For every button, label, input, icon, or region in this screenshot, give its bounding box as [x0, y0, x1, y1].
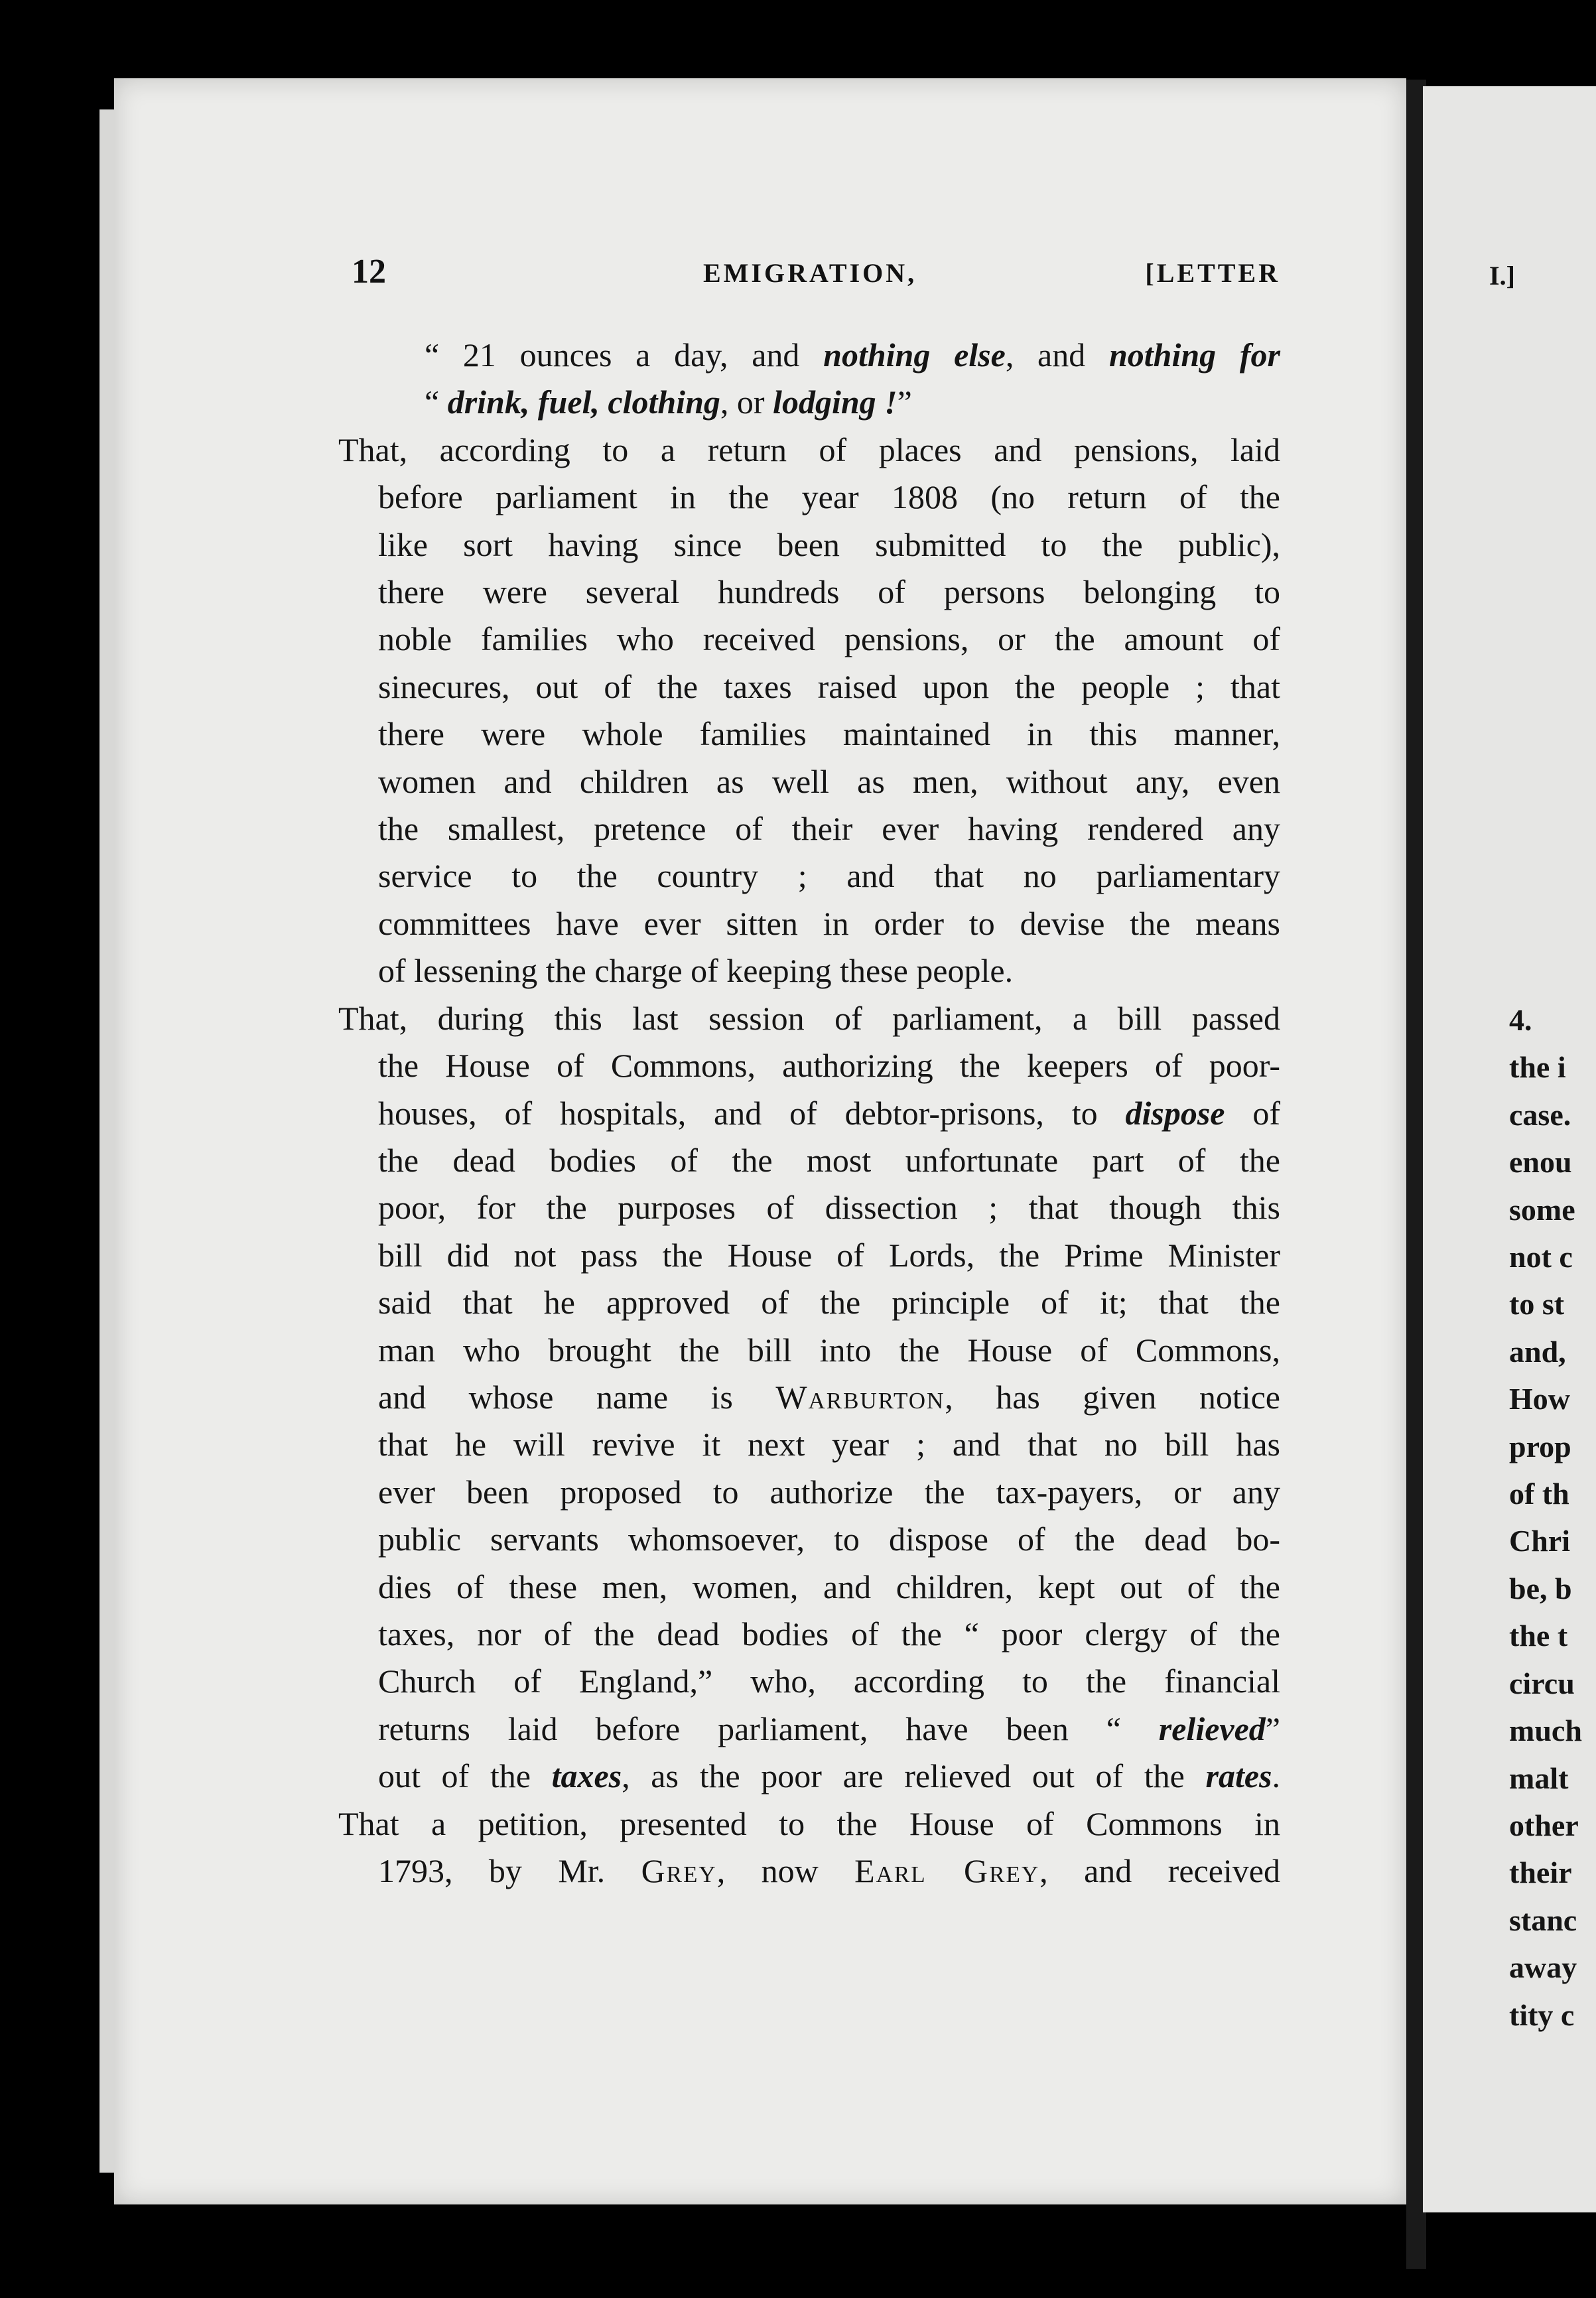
text-line: noble families who received pensions, or the amount of — [378, 620, 1280, 658]
text-line: said that he approved of the principle of it; that the — [378, 1284, 1280, 1321]
fragment-line: enou — [1509, 1145, 1572, 1180]
fragment-line: and, — [1509, 1334, 1566, 1369]
fragment-line: Chri — [1509, 1524, 1570, 1558]
body-text — [338, 332, 1280, 1895]
fragment-line: tity c — [1509, 1997, 1575, 2032]
text-line: public servants whomsoever, to dispose of the dead bo- — [378, 1521, 1280, 1558]
text-line: committees have ever sitten in order to devise the means — [378, 904, 1280, 942]
running-head-right: [LETTER — [1145, 258, 1280, 288]
text-line: and whose name is Warburton, has given notice — [378, 1378, 1280, 1416]
text-line: there were several hundreds of persons belonging to — [378, 573, 1280, 611]
fragment-line: away — [1509, 1950, 1577, 1985]
text-line: ever been proposed to authorize the tax-payers, or any — [378, 1473, 1280, 1511]
text-line: “ 21 ounces a day, and nothing else, and nothing for — [425, 336, 1280, 373]
fragment-line: some — [1509, 1192, 1575, 1227]
text-line: Church of England,” who, according to the financial — [378, 1662, 1280, 1700]
page-number: 12 — [352, 253, 386, 291]
fragment-line: other — [1509, 1808, 1579, 1842]
text-line: the smallest, pretence of their ever having rendered any — [378, 810, 1280, 848]
text-line: That, according to a return of places and pensions, laid — [338, 431, 1280, 468]
text-line: like sort having since been submitted to the public), — [378, 525, 1280, 563]
fragment-line: 4. — [1509, 1003, 1532, 1037]
text-line: returns laid before parliament, have been “ relieved” — [378, 1710, 1280, 1747]
text-line: before parliament in the year 1808 (no return of the — [378, 478, 1280, 516]
page-header — [352, 252, 1280, 299]
text-line: the House of Commons, authorizing the keepers of poor- — [378, 1047, 1280, 1085]
fragment-line: not c — [1509, 1240, 1573, 1274]
fragment-line: of th — [1509, 1477, 1569, 1511]
text-line: 1793, by Mr. Grey, now Earl Grey, and received — [378, 1852, 1280, 1889]
text-line: of lessening the charge of keeping these people. — [378, 952, 1014, 990]
text-line: women and children as well as men, without any, even — [378, 762, 1280, 800]
text-line: That, during this last session of parliament, a bill passed — [338, 999, 1280, 1037]
text-line: That a petition, presented to the House of Commons in — [338, 1804, 1280, 1842]
fragment-line: much — [1509, 1714, 1582, 1748]
text-line: poor, for the purposes of dissection ; that though this — [378, 1189, 1280, 1227]
fragment-line: circu — [1509, 1666, 1575, 1700]
fragment-line: How — [1509, 1382, 1570, 1416]
fragment-line: prop — [1509, 1429, 1571, 1463]
text-line: that he will revive it next year ; and that no bill has — [378, 1426, 1280, 1463]
text-line: the dead bodies of the most unfortunate part of the — [378, 1141, 1280, 1179]
text-line: there were whole families maintained in this manner, — [378, 715, 1280, 753]
text-line: dies of these men, women, and children, kept out of the — [378, 1568, 1280, 1605]
text-line: bill did not pass the House of Lords, the Prime Minister — [378, 1236, 1280, 1274]
fragment-line: stanc — [1509, 1903, 1577, 1937]
text-line: service to the country ; and that no parliamentary — [378, 857, 1280, 895]
fragment-line: case. — [1509, 1097, 1571, 1132]
next-page-fragments — [1509, 996, 1596, 2039]
running-head: EMIGRATION, — [703, 258, 917, 288]
fragment-line: the t — [1509, 1619, 1568, 1653]
text-line: man who brought the bill into the House of Commons, — [378, 1331, 1280, 1369]
fragment-line: the i — [1509, 1050, 1566, 1085]
fragment-line: be, b — [1509, 1571, 1572, 1605]
text-line: taxes, nor of the dead bodies of the “ poor clergy of the — [378, 1615, 1280, 1653]
fragment-line: to st — [1509, 1287, 1565, 1321]
text-line: sinecures, out of the taxes raised upon the people ; that — [378, 667, 1280, 705]
text-line: “ drink, fuel, clothing, or lodging !” — [425, 383, 912, 421]
text-line: out of the taxes, as the poor are relieved out of the rates. — [378, 1757, 1280, 1795]
fragment-line: their — [1509, 1856, 1572, 1890]
book-page-right — [1423, 86, 1596, 2212]
next-running-head: I.] — [1489, 261, 1515, 291]
fragment-line: malt — [1509, 1761, 1569, 1795]
text-line: houses, of hospitals, and of debtor-prisons, to dispose of — [378, 1094, 1280, 1132]
